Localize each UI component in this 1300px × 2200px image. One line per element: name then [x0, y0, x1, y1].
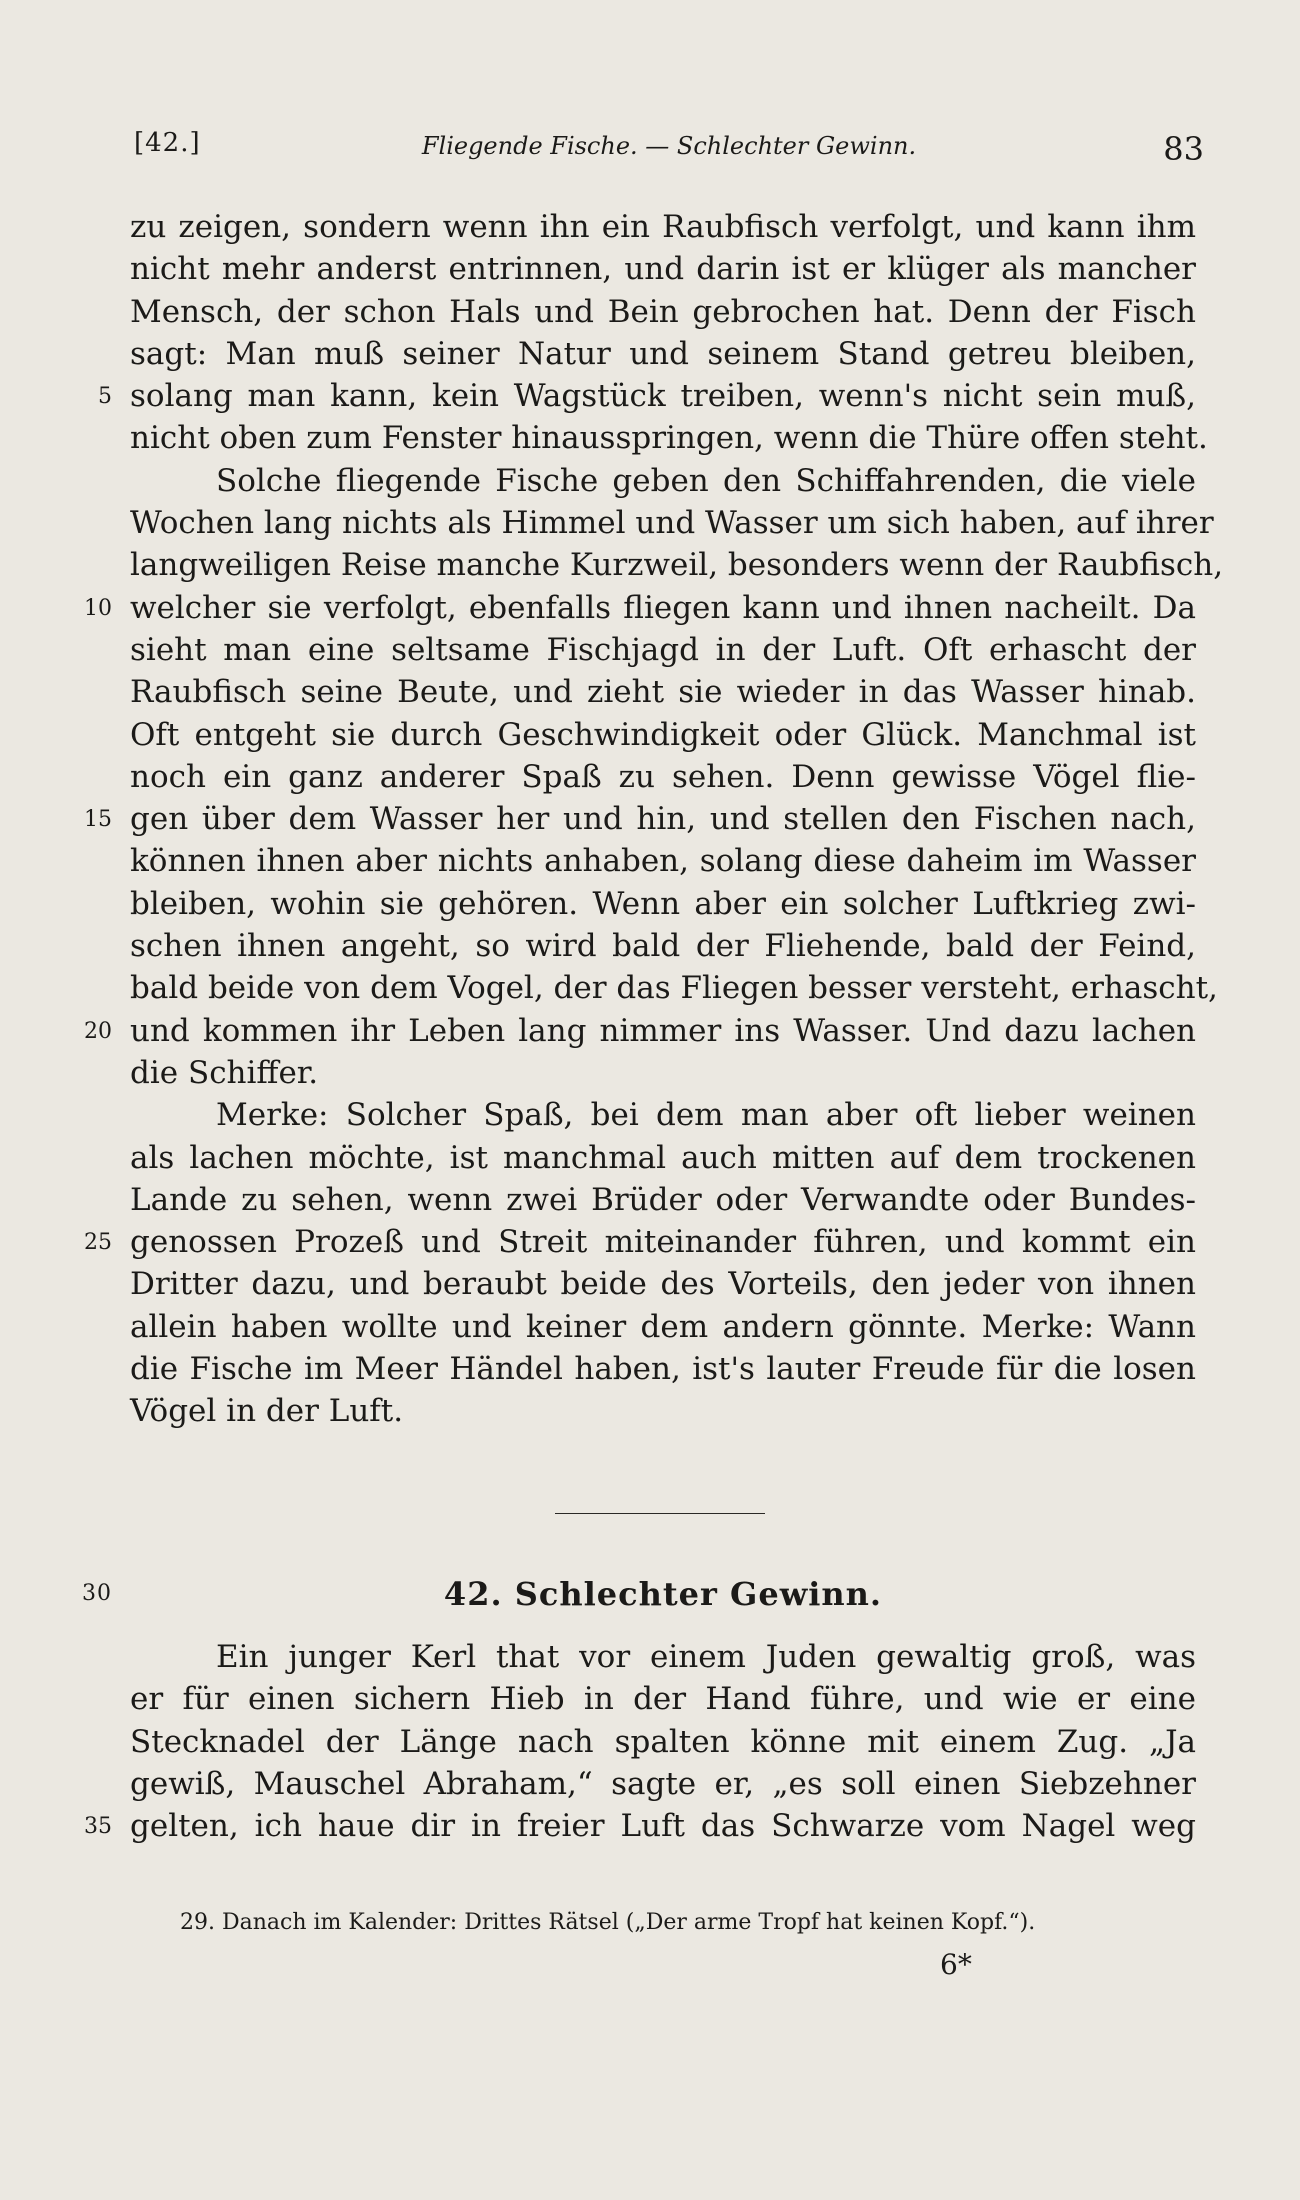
text-line — [84, 587, 1196, 629]
text-line: Merke: Solcher Spaß, bei dem man aber oft lieber weinen — [216, 1097, 1196, 1134]
text-line: allein haben wollte und keiner dem andern gönnte. Merke: Wann — [130, 1308, 1196, 1345]
text-line-content: genossen Prozeß und Streit miteinander führen, und kommt ein — [130, 1224, 1196, 1261]
text-line — [84, 1221, 1196, 1263]
page-number: 83 — [1163, 130, 1204, 168]
footnote: 29. Danach im Kalender: Drittes Rätsel („Der arme Tropf hat keinen Kopf.“). — [180, 1910, 1036, 1935]
line-number: 20 — [84, 1018, 112, 1044]
section-heading — [82, 1572, 1196, 1616]
signature-mark: 6* — [940, 1948, 972, 1981]
text-line: noch ein ganz anderer Spaß zu sehen. Denn gewisse Vögel flie- — [130, 758, 1196, 795]
text-line: nicht mehr anderst entrinnen, und darin ist er klüger als mancher — [130, 251, 1196, 288]
text-line: sagt: Man muß seiner Natur und seinem Stand getreu bleiben, — [130, 335, 1196, 372]
text-line-content: und kommen ihr Leben lang nimmer ins Wasser. Und dazu lachen — [130, 1012, 1196, 1049]
text-line — [84, 1010, 1196, 1052]
text-line: als lachen möchte, ist manchmal auch mitten auf dem trockenen — [130, 1139, 1196, 1176]
line-number: 10 — [84, 595, 112, 621]
text-line: Dritter dazu, und beraubt beide des Vorteils, den jeder von ihnen — [130, 1266, 1196, 1303]
line-number: 30 — [82, 1581, 112, 1606]
line-number: 35 — [84, 1814, 112, 1840]
text-line-content: welcher sie verfolgt, ebenfalls fliegen kann und ihnen nacheilt. Da — [130, 589, 1196, 626]
text-line: Vögel in der Luft. — [130, 1393, 404, 1430]
text-line: zu zeigen, sondern wenn ihn ein Raubfisch verfolgt, und kann ihm — [130, 209, 1196, 245]
text-line-content: solang man kann, kein Wagstück treiben, wenn's nicht sein muß, — [130, 378, 1196, 415]
text-line: Oft entgeht sie durch Geschwindigkeit oder Glück. Manchmal ist — [130, 716, 1196, 753]
text-line-content: gen über dem Wasser her und hin, und stellen den Fischen nach, — [130, 801, 1196, 838]
text-line: Raubfisch seine Beute, und zieht sie wieder in das Wasser hinab. — [130, 674, 1196, 711]
text-line — [98, 375, 1196, 417]
text-line: Stecknadel der Länge nach spalten könne mit einem Zug. „Ja — [130, 1723, 1196, 1760]
running-head — [134, 128, 1204, 178]
text-line: die Fische im Meer Händel haben, ist's lauter Freude für die losen — [130, 1351, 1196, 1388]
text-line: langweiligen Reise manche Kurzweil, besonders wenn der Raubfisch, — [130, 547, 1224, 584]
text-line: Mensch, der schon Hals und Bein gebrochen hat. Denn der Fisch — [130, 293, 1196, 330]
text-line: nicht oben zum Fenster hinausspringen, wenn die Thüre offen steht. — [130, 420, 1208, 457]
main-text-block — [84, 206, 1224, 1433]
text-line: schen ihnen angeht, so wird bald der Fliehende, bald der Feind, — [130, 928, 1196, 965]
text-line: Solche fliegende Fische geben den Schiffahrenden, die viele — [216, 462, 1196, 499]
line-number: 15 — [84, 807, 112, 833]
text-line-content: gelten, ich haue dir in freier Luft das Schwarze vom Nagel weg — [130, 1808, 1196, 1845]
text-line: die Schiffer. — [130, 1054, 319, 1091]
line-number: 5 — [98, 384, 112, 410]
text-line: bleiben, wohin sie gehören. Wenn aber ein solcher Luftkrieg zwi- — [130, 885, 1196, 922]
section-title: 42. Schlechter Gewinn. — [443, 1575, 883, 1613]
text-line: Wochen lang nichts als Himmel und Wasser um sich haben, auf ihrer — [130, 505, 1214, 542]
line-number: 25 — [84, 1230, 112, 1256]
text-line: er für einen sichern Hieb in der Hand führe, und wie er eine — [130, 1681, 1196, 1718]
section-text-block — [84, 1636, 1196, 1847]
text-line: bald beide von dem Vogel, der das Fliegen besser versteht, erhascht, — [130, 970, 1218, 1007]
running-title: Fliegende Fische. — Schlechter Gewinn. — [421, 132, 917, 160]
section-divider — [555, 1513, 765, 1514]
chapter-number: [42.] — [134, 128, 201, 158]
text-line: sieht man eine seltsame Fischjagd in der Luft. Oft erhascht der — [130, 631, 1196, 668]
text-line: können ihnen aber nichts anhaben, solang diese daheim im Wasser — [130, 843, 1196, 880]
text-line — [84, 1805, 1196, 1847]
text-line: Ein junger Kerl that vor einem Juden gewaltig groß, was — [216, 1639, 1196, 1675]
text-line: Lande zu sehen, wenn zwei Brüder oder Verwandte oder Bundes- — [130, 1181, 1196, 1218]
text-line — [84, 798, 1196, 840]
text-line: gewiß, Mauschel Abraham,“ sagte er, „es soll einen Siebzehner — [130, 1765, 1196, 1802]
